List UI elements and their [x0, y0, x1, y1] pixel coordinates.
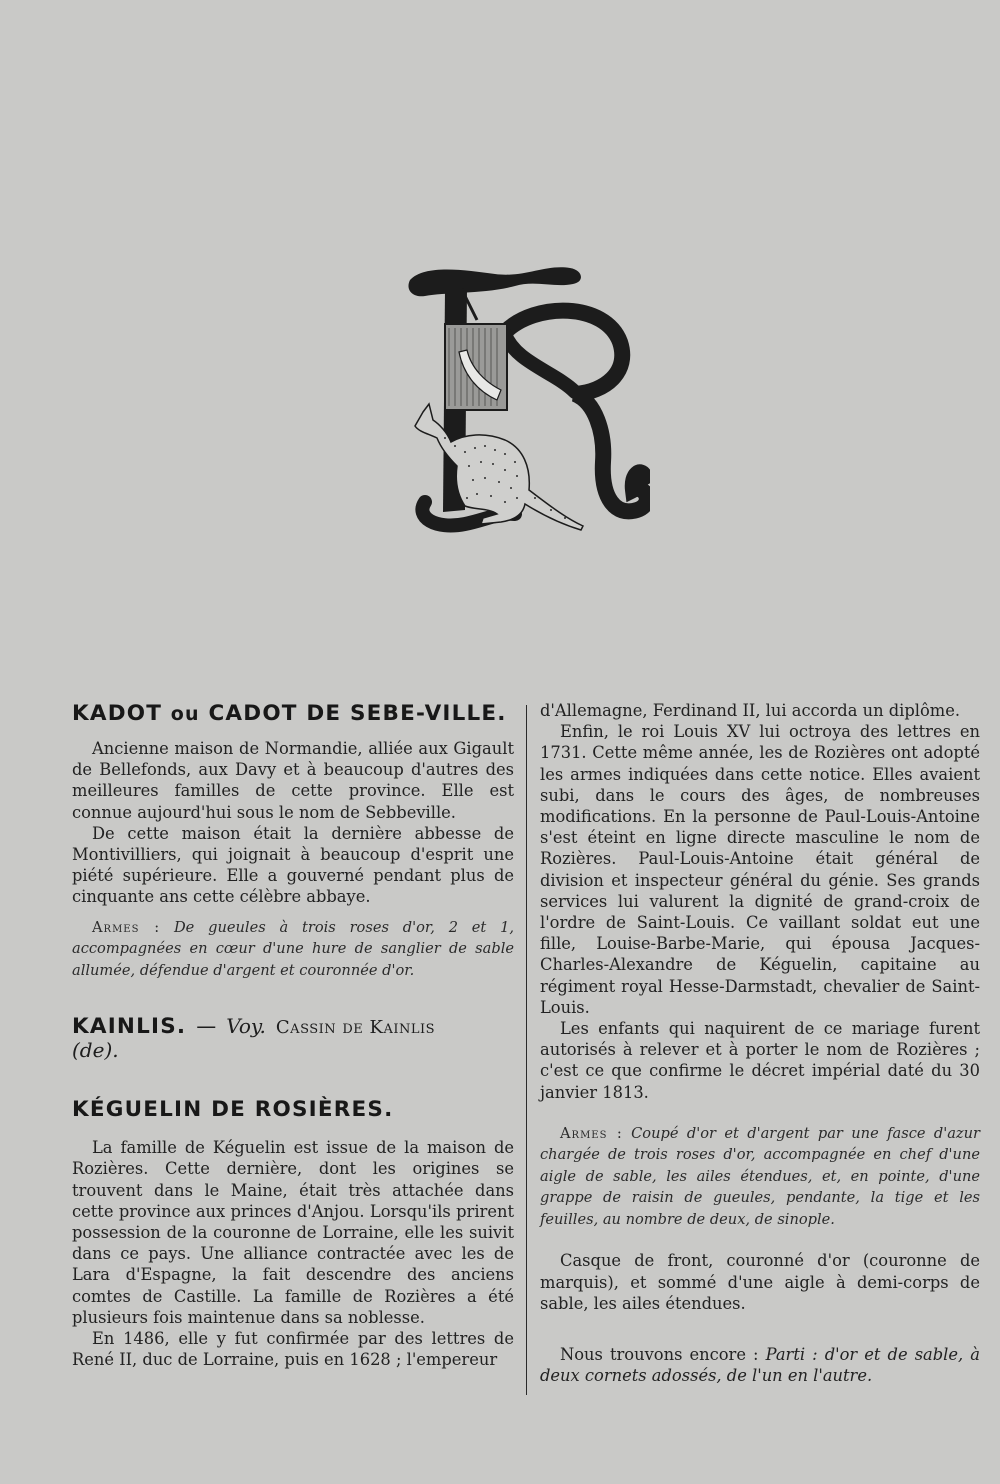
- keguelin-alternate-arms: Nous trouvons encore : Parti : d'or et de sable, à deux cornets adossés, de l'un en l'autre.: [540, 1344, 980, 1386]
- kadot-paragraph-1: Ancienne maison de Normandie, alliée aux Gigault de Bellefonds, aux Davy et à beaucoup d'autres des meilleures familles de cette province. Elle est connue aujourd'hui sous le nom de Sebbeville.: [72, 739, 514, 822]
- keguelin-paragraph-2: En 1486, elle y fut confirmée par des lettres de René II, duc de Lorraine, puis en 1628 ; l'empereur: [72, 1328, 514, 1370]
- entry-title-kadot: KADOT ou CADOT DE SEBE-VILLE.: [72, 701, 507, 726]
- keguelin-continued-paragraph: d'Allemagne, Ferdinand II, lui accorda un diplôme.: [540, 701, 961, 720]
- keguelin-descendants-paragraph: Les enfants qui naquirent de ce mariage furent autorisés à relever et à porter le nom de Rozières ; c'est ce que confirme le décret impérial daté du 30 janvier 1813.: [540, 1019, 980, 1102]
- keguelin-armes: Armes : Coupé d'or et d'argent par une fasce d'azur chargée de trois roses d'or, accompagnée en chef d'une aigle de sable, les ailes étendues, et, en pointe, d'une grappe de raisin de gueules, pendante, la tige et les feuilles, au nombre de deux, de sinople.: [540, 1124, 981, 1228]
- entry-title-keguelin: KÉGUELIN DE ROSIÈRES.: [72, 1097, 394, 1123]
- keguelin-paragraph-1: La famille de Kéguelin est issue de la maison de Rozières. Cette dernière, dont les origines se trouvent dans le Maine, était très attachée dans cette province aux princes d'Anjou. Lorsqu'ils prirent possession de la couronne de Lorraine, elle les suivit dans ce pays. Une alliance contractée avec les de Lara d'Espagne, la fait descendre des anciens comtes de Castille. La famille de Rozières a été plusieurs fois maintenue dans sa noblesse.: [72, 1138, 514, 1327]
- kangaroo-figure: [415, 404, 583, 530]
- keguelin-casque-paragraph: Casque de front, couronné d'or (couronne de marquis), et sommé d'une aigle à demi-corps de sable, les ailes étendues.: [540, 1251, 980, 1313]
- kainlis-voy: Voy.: [226, 1014, 266, 1039]
- entry-title-kainlis: KAINLIS.: [72, 1014, 187, 1040]
- lettrine-bowl-inner: [505, 334, 575, 392]
- keguelin-history-paragraph: Enfin, le roi Louis XV lui octroya des lettres en 1731. Cette même année, les de Rozières ont adopté les armes indiquées dans cette notice. Elles avaient subi, dans le cours des âges, de nombreuses modifications. En la personne de Paul-Louis-Antoine s'est éteint en ligne directe masculine le nom de Rozières. Paul-Louis-Antoine était général de division et inspecteur général du génie. Ses grands services lui valurent la dignité de grand-croix de l'ordre de Saint-Louis. Ce vaillant soldat eut une fille, Louise-Barbe-Marie, qui épousa Jacques-Charles-Alexandre de Kéguelin, capitaine au régiment royal Hesse-Darmstadt, chevalier de Saint-Louis.: [540, 722, 980, 1017]
- kainlis-particle: (de).: [72, 1038, 119, 1063]
- column-rule: [526, 705, 527, 1395]
- lettrine-top-flourish: [408, 267, 580, 296]
- kainlis-dash: —: [196, 1014, 217, 1039]
- kadot-paragraph-2: De cette maison était la dernière abbesse de Montivilliers, qui joignait à beaucoup d'esprit une piété supérieure. Elle a gouverné pendant plus de cinquante ans cette célèbre abbaye.: [72, 823, 514, 907]
- entry-kainlis: [72, 1013, 514, 1040]
- kadot-armes: Armes : De gueules à trois roses d'or, 2 et 1, accompagnées en cœur d'une hure de sanglier de sable allumée, défendue d'argent et couronnée d'or.: [72, 918, 515, 979]
- kainlis-cross-reference: Cassin de Kainlis: [275, 1017, 436, 1039]
- decorative-initial-k-illustration: [405, 262, 650, 537]
- left-column: [72, 700, 514, 1370]
- right-column: [540, 700, 980, 1386]
